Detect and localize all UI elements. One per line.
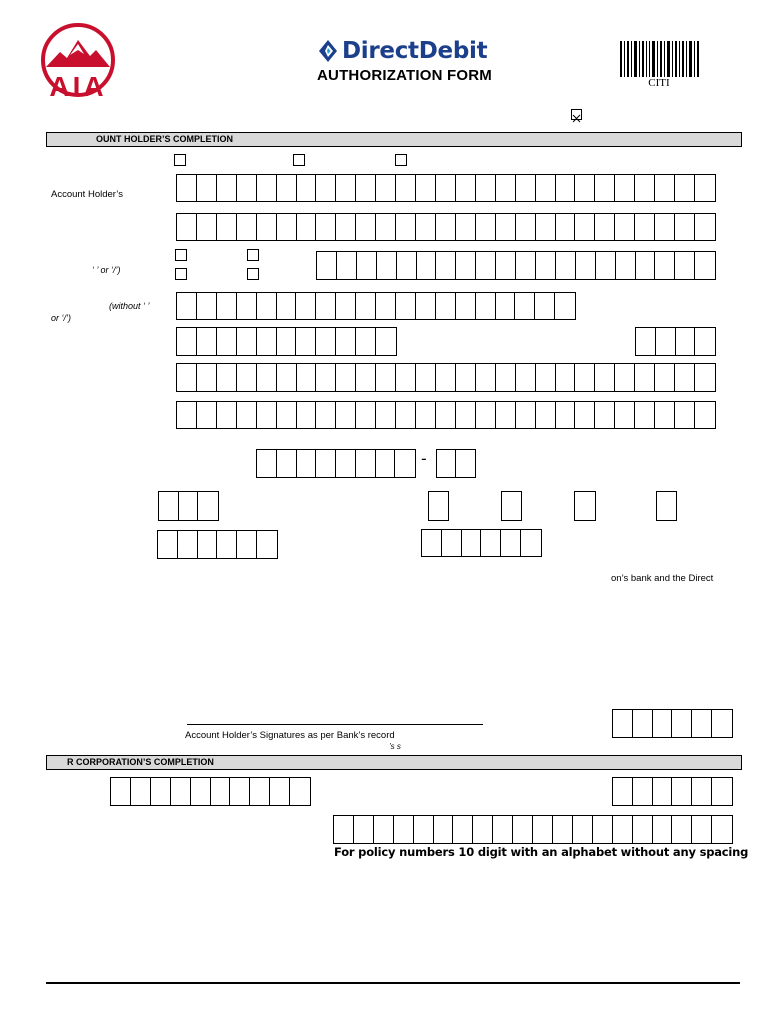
small-code-boxes[interactable] [158, 491, 219, 521]
single-box[interactable] [574, 491, 596, 521]
without-note-b: or ‘/’) [51, 313, 71, 323]
x-mark-icon [572, 114, 581, 123]
barcode [619, 41, 699, 77]
signature-date-boxes[interactable] [612, 709, 733, 738]
id-number-boxes[interactable] [316, 251, 716, 280]
account-holder-label: Account Holder’s [51, 189, 123, 200]
corp-code-boxes[interactable] [110, 777, 311, 806]
id-format-note: ‘ ’ or ‘/’) [92, 265, 121, 275]
account-holder-name-boxes-2[interactable] [176, 213, 716, 241]
single-box[interactable] [656, 491, 677, 521]
phone-separator: - [421, 449, 427, 468]
checkbox[interactable] [247, 268, 259, 280]
bottom-rule [46, 982, 740, 984]
section-corporation-header [46, 755, 742, 770]
checkbox[interactable] [293, 154, 305, 166]
section-title: OUNT HOLDER’S COMPLETION [96, 134, 233, 144]
account-number-boxes[interactable] [176, 292, 576, 320]
date-boxes-1[interactable] [157, 530, 278, 559]
policy-number-boxes[interactable] [333, 815, 733, 844]
bank-direct-text: on’s bank and the Direct [611, 573, 714, 584]
marked-checkbox[interactable] [571, 109, 582, 120]
checkbox[interactable] [395, 154, 407, 166]
checkbox[interactable] [174, 154, 186, 166]
section-title: R CORPORATION’S COMPLETION [67, 757, 214, 767]
brand-name: DirectDebit [342, 38, 488, 64]
direct-debit-icon [318, 39, 338, 63]
address-boxes-1[interactable] [176, 363, 716, 392]
corp-date-boxes[interactable] [612, 777, 733, 806]
form-title: AUTHORIZATION FORM [317, 67, 492, 84]
direct-debit-brand [318, 38, 487, 64]
phone-boxes-main[interactable] [256, 449, 416, 478]
account-holder-name-boxes[interactable] [176, 174, 716, 202]
signature-caption: Account Holder’s Signatures as per Bank’s record [185, 730, 395, 741]
address-boxes-2[interactable] [176, 401, 716, 429]
phone-boxes-ext[interactable] [436, 449, 476, 478]
bank-name-boxes[interactable] [176, 327, 397, 356]
checkbox[interactable] [247, 249, 259, 261]
section-account-holder-header [46, 132, 742, 147]
date-boxes-2[interactable] [421, 529, 542, 557]
svg-text:AIA: AIA [49, 71, 107, 100]
single-box[interactable] [428, 491, 449, 521]
without-note-a: (without ‘ ’ [109, 301, 150, 311]
single-box[interactable] [501, 491, 522, 521]
barcode-text: CITI [648, 77, 670, 89]
code-boxes[interactable] [635, 327, 716, 356]
signature-line [187, 724, 483, 725]
checkbox[interactable] [175, 249, 187, 261]
policy-number-note: For policy numbers 10 digit with an alphabet without any spacing [334, 845, 749, 859]
aia-logo [40, 22, 116, 100]
signature-subcaption: ’s s [389, 742, 401, 751]
checkbox[interactable] [175, 268, 187, 280]
